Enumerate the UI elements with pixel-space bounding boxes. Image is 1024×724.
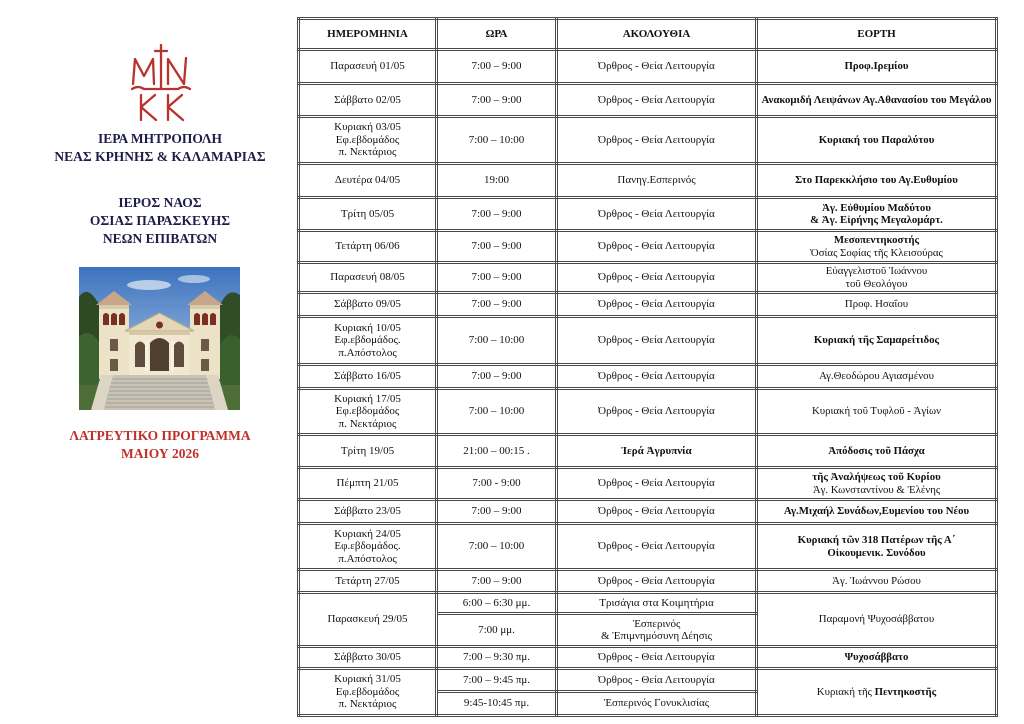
date-line: Κυριακή 03/05 [334, 121, 401, 134]
header-date: ΗΜΕΡΟΜΗΝΙΑ [299, 19, 437, 50]
service-line: Ἑσπερινός [632, 617, 681, 630]
schedule-row [299, 468, 997, 500]
date-line: Κυριακή 31/05 [334, 673, 401, 686]
feast-cell [757, 524, 997, 570]
feast-line: Στο Παρεκκλήσιο του Αγ.Ευθυμίου [795, 174, 958, 187]
date-cell [299, 263, 437, 293]
service-cell: Όρθρος - Θεία Λειτουργία [557, 263, 757, 293]
church-line: ΝΕΩΝ ΕΠΙΒΑΤΩΝ [102, 231, 218, 246]
church-line: ΟΣΙΑΣ ΠΑΡΑΣΚΕΥΗΣ [89, 213, 231, 228]
church-title [40, 194, 280, 248]
time-cell: 7:00 – 9:00 [437, 50, 557, 84]
schedule-row [299, 317, 997, 365]
date-cell [299, 50, 437, 84]
feast-cell [757, 435, 997, 468]
feast-line: Αγ.Θεοδώρου Αγιασμένου [819, 370, 934, 383]
service-cell: Πανηγ.Εσπερινός [557, 164, 757, 198]
date-cell [299, 389, 437, 435]
feast-line: Αγ.Μιχαήλ Συνάδων,Ευμενίου του Νέου [783, 505, 970, 518]
schedule-row [299, 570, 997, 593]
feast-line: Ὁσίας Σοφίας τῆς Κλεισούρας [810, 246, 943, 259]
service-cell [557, 669, 757, 692]
date-line: Κυριακή 17/05 [334, 392, 401, 405]
date-line: Τρίτη 19/05 [340, 444, 395, 457]
service-cell: Όρθρος - Θεία Λειτουργία [557, 468, 757, 500]
date-cell [299, 593, 437, 647]
time-cell: 6:00 – 6:30 μμ. [437, 593, 557, 614]
date-line: Τρίτη 05/05 [340, 207, 395, 220]
service-cell [557, 593, 757, 614]
feast-line: Ἀγ. Ἰωάννου Ρώσου [832, 574, 921, 587]
feast-line: Εὐαγγελιστοῦ Ἰωάννου [825, 265, 928, 277]
schedule-row [299, 117, 997, 164]
church-line: ΙΕΡΟΣ ΝΑΟΣ [118, 195, 202, 210]
schedule-row [299, 669, 997, 692]
schedule-row [299, 435, 997, 468]
feast-cell [757, 164, 997, 198]
service-cell: Όρθρος - Θεία Λειτουργία [557, 500, 757, 524]
date-line: π.Απόστολος [338, 346, 397, 359]
feast-cell [757, 468, 997, 500]
date-cell [299, 647, 437, 669]
feast-line: τοῦ Θεολόγου [845, 277, 908, 290]
time-cell: 7:00 - 9:00 [437, 468, 557, 500]
date-cell [299, 317, 437, 365]
date-line: π. Νεκτάριος [338, 146, 397, 159]
feast-line: Ψυχοσάββατο [844, 651, 909, 664]
schedule-row [299, 389, 997, 435]
service-cell [557, 614, 757, 647]
time-cell: 7:00 – 9:00 [437, 500, 557, 524]
feast-text: Κυριακή τῆς [816, 685, 872, 698]
feast-line: Μεσοπεντηκοστής [833, 234, 920, 246]
service-cell: Όρθρος - Θεία Λειτουργία [557, 84, 757, 117]
feast-cell [757, 389, 997, 435]
schedule-table [297, 17, 998, 717]
schedule-row [299, 293, 997, 317]
header-feast: ΕΟΡΤΗ [757, 19, 997, 50]
schedule-row [299, 231, 997, 263]
time-cell: 7:00 – 9:00 [437, 84, 557, 117]
program-line: ΛΑΤΡΕΥΤΙΚΟ ΠΡΟΓΡΑΜΜΑ [69, 428, 251, 443]
time-cell: 7:00 – 10:00 [437, 389, 557, 435]
feast-cell [757, 117, 997, 164]
feast-cell [757, 231, 997, 263]
date-line: Παρασκευή 29/05 [327, 613, 408, 626]
feast-cell [757, 593, 997, 647]
feast-line: Κυριακή τοῦ Τυφλοῦ - Ἁγίων [811, 405, 942, 418]
feast-line: Κυριακή τῆς Σαμαρείτιδος [813, 334, 940, 347]
date-cell [299, 231, 437, 263]
feast-line: Προφ.Ιρεμίου [844, 60, 909, 73]
time-cell: 7:00 – 9:00 [437, 263, 557, 293]
date-cell [299, 84, 437, 117]
feast-line: Ἀγ. Κωνσταντίνου & Ἑλένης [812, 483, 941, 496]
church-photo [79, 267, 240, 410]
time-cell: 7:00 – 9:30 πμ. [437, 647, 557, 669]
metropolis-title [40, 130, 280, 166]
date-line: Εφ.εβδομάδος [335, 133, 400, 146]
feast-line: Παραμονή Ψυχοσάββατου [818, 613, 935, 626]
date-cell [299, 198, 437, 231]
metropolis-line: ΝΕΑΣ ΚΡΗΝΗΣ & ΚΑΛΑΜΑΡΙΑΣ [54, 149, 266, 164]
feast-cell [757, 50, 997, 84]
service-line: Όρθρος - Θεία Λειτουργία [598, 673, 715, 686]
feast-line: τῆς Ἀναλήψεως τοῦ Κυρίου [812, 471, 941, 483]
date-cell [299, 293, 437, 317]
feast-line: Κυριακή του Παραλύτου [818, 133, 935, 146]
date-cell [299, 570, 437, 593]
date-line: Εφ.εβδομάδος. [334, 540, 401, 553]
schedule-row [299, 647, 997, 669]
date-line: π. Νεκτάριος [338, 417, 397, 430]
date-line: Πέμπτη 21/05 [336, 477, 399, 490]
schedule-row [299, 84, 997, 117]
sidebar [40, 0, 280, 724]
header-row [299, 19, 997, 50]
date-line: Εφ.εβδομάδος [335, 685, 400, 698]
feast-line: Προφ. Ησαΐου [844, 298, 909, 311]
date-line: Σάββατο 23/05 [334, 505, 401, 518]
time-cell: 7:00 – 10:00 [437, 524, 557, 570]
header-time: ΩΡΑ [437, 19, 557, 50]
date-line: Τετάρτη 06/06 [335, 240, 400, 253]
time-cell: 7:00 – 10:00 [437, 117, 557, 164]
date-cell [299, 365, 437, 389]
feast-cell [757, 669, 997, 716]
metropolis-monogram-icon [128, 44, 194, 122]
date-cell [299, 500, 437, 524]
date-cell [299, 435, 437, 468]
date-line: Παρασευή 01/05 [330, 60, 405, 73]
program-line: ΜΑΙΟΥ 2026 [120, 446, 200, 461]
date-line: π. Νεκτάριος [338, 698, 397, 711]
schedule-row [299, 50, 997, 84]
time-cell: 7:00 – 9:00 [437, 365, 557, 389]
schedule-row [299, 500, 997, 524]
date-line: Δευτέρα 04/05 [334, 174, 401, 187]
schedule-row [299, 593, 997, 614]
service-cell: Όρθρος - Θεία Λειτουργία [557, 647, 757, 669]
feast-line: & Ἁγ. Εἰρήνης Μεγαλομάρτ. [810, 214, 943, 226]
date-line: Εφ.εβδομάδος. [334, 334, 401, 347]
time-cell: 7:00 – 9:45 πμ. [437, 669, 557, 692]
header-service: ΑΚΟΛΟΥΘΙΑ [557, 19, 757, 50]
service-cell: Όρθρος - Θεία Λειτουργία [557, 293, 757, 317]
service-cell: Όρθρος - Θεία Λειτουργία [557, 389, 757, 435]
service-cell: Όρθρος - Θεία Λειτουργία [557, 117, 757, 164]
time-cell: 21:00 – 00:15 . [437, 435, 557, 468]
feast-cell [757, 570, 997, 593]
feast-text-bold: Πεντηκοστῆς [874, 685, 937, 698]
feast-cell [757, 317, 997, 365]
feast-cell [757, 365, 997, 389]
feast-cell [757, 84, 997, 117]
schedule-row [299, 524, 997, 570]
time-cell: 7:00 – 9:00 [437, 570, 557, 593]
time-cell: 7:00 – 9:00 [437, 198, 557, 231]
date-cell [299, 524, 437, 570]
date-cell [299, 669, 437, 716]
program-title [40, 427, 280, 463]
time-cell: 19:00 [437, 164, 557, 198]
service-cell: Όρθρος - Θεία Λειτουργία [557, 50, 757, 84]
date-line: Παρασευή 08/05 [330, 271, 405, 284]
feast-cell [757, 500, 997, 524]
service-line: & Ἐπιμνημόσυνη Δέησις [600, 630, 712, 642]
date-cell [299, 468, 437, 500]
time-cell: 9:45-10:45 πμ. [437, 692, 557, 716]
metropolis-line: ΙΕΡΑ ΜΗΤΡΟΠΟΛΗ [97, 131, 223, 146]
schedule-row [299, 164, 997, 198]
service-cell: Όρθρος - Θεία Λειτουργία [557, 198, 757, 231]
feast-cell [757, 293, 997, 317]
date-line: Σάββατο 02/05 [334, 93, 401, 106]
time-cell: 7:00 – 9:00 [437, 293, 557, 317]
schedule-row [299, 198, 997, 231]
schedule-row [299, 263, 997, 293]
date-line: Τετάρτη 27/05 [335, 574, 400, 587]
service-cell: Όρθρος - Θεία Λειτουργία [557, 365, 757, 389]
date-line: Κυριακή 24/05 [334, 527, 401, 540]
time-cell: 7:00 – 10:00 [437, 317, 557, 365]
service-line: Ἑσπερινός Γονυκλισίας [603, 697, 710, 710]
date-line: π.Απόστολος [338, 552, 397, 565]
feast-line: Ἁγ. Εὐθυμίου Μαδύτου [822, 201, 931, 214]
service-cell: Όρθρος - Θεία Λειτουργία [557, 524, 757, 570]
feast-cell [757, 263, 997, 293]
date-cell [299, 164, 437, 198]
service-cell: Ἱερά Ἀγρυπνία [557, 435, 757, 468]
service-line: Τρισάγια στα Κοιμητήρια [599, 596, 714, 609]
service-cell: Όρθρος - Θεία Λειτουργία [557, 317, 757, 365]
service-cell: Όρθρος - Θεία Λειτουργία [557, 570, 757, 593]
service-cell: Όρθρος - Θεία Λειτουργία [557, 231, 757, 263]
date-line: Κυριακή 10/05 [334, 321, 401, 334]
feast-cell [757, 647, 997, 669]
date-cell [299, 117, 437, 164]
date-line: Σάββατο 30/05 [334, 651, 401, 664]
feast-line: Οἰκουμενικ. Συνόδου [827, 546, 926, 559]
time-cell: 7:00 – 9:00 [437, 231, 557, 263]
date-line: Σάββατο 09/05 [334, 298, 401, 311]
feast-line: Ἀπόδοσις τοῦ Πάσχα [828, 444, 925, 457]
date-line: Σάββατο 16/05 [334, 370, 401, 383]
schedule-row [299, 365, 997, 389]
feast-line: Κυριακή τῶν 318 Πατέρων τῆς Α΄ [797, 534, 956, 546]
service-cell [557, 692, 757, 716]
time-cell: 7:00 μμ. [437, 614, 557, 647]
date-line: Εφ.εβδομάδος [335, 405, 400, 418]
feast-line: Ανακομιδή Λειψάνων Αγ.Αθανασίου του Μεγάλου [761, 93, 992, 106]
feast-cell [757, 198, 997, 231]
